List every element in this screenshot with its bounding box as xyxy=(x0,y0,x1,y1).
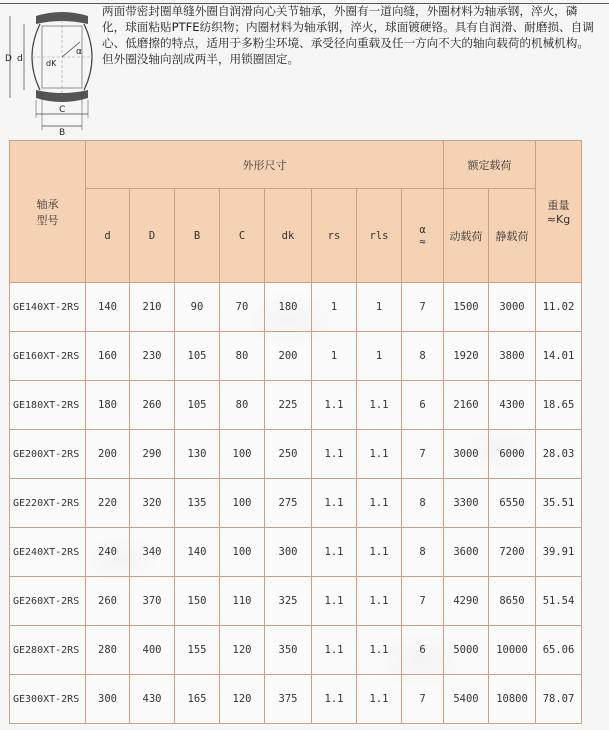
cell-rs: 1.1 xyxy=(312,381,357,430)
cell-stat: 6000 xyxy=(489,430,536,479)
cell-C: 100 xyxy=(220,479,265,528)
cell-d: 280 xyxy=(86,626,130,675)
cell-B: 155 xyxy=(175,626,220,675)
cell-rs: 1.1 xyxy=(312,479,357,528)
table-row xyxy=(10,528,582,577)
cell-d: 140 xyxy=(86,283,130,332)
cell-dyn: 2160 xyxy=(444,381,489,430)
table-row xyxy=(10,332,582,381)
cell-r1s: 1.1 xyxy=(357,675,402,724)
cell-stat: 4300 xyxy=(489,381,536,430)
cell-model: GE160XT-2RS xyxy=(10,332,86,381)
cell-dk: 375 xyxy=(265,675,312,724)
cell-rs: 1.1 xyxy=(312,577,357,626)
label-C: C xyxy=(59,105,66,115)
cell-alpha: 8 xyxy=(402,332,444,381)
cell-stat: 8650 xyxy=(489,577,536,626)
cell-rs: 1 xyxy=(312,283,357,332)
header-model: 轴承 型号 xyxy=(10,141,86,283)
cell-alpha: 7 xyxy=(402,430,444,479)
cell-C: 120 xyxy=(220,626,265,675)
cell-stat: 6550 xyxy=(489,479,536,528)
cell-D: 320 xyxy=(130,479,175,528)
cell-D: 210 xyxy=(130,283,175,332)
cell-r1s: 1.1 xyxy=(357,577,402,626)
cell-D: 340 xyxy=(130,528,175,577)
header-dk: dk xyxy=(265,189,312,283)
label-B: B xyxy=(59,128,66,138)
header-r1s: rls xyxy=(357,189,402,283)
header-dynamic-load: 动载荷 xyxy=(444,189,489,283)
cell-B: 90 xyxy=(175,283,220,332)
cell-rs: 1.1 xyxy=(312,626,357,675)
cell-B: 140 xyxy=(175,528,220,577)
label-D: D xyxy=(5,54,12,64)
header-d: d xyxy=(86,189,130,283)
cell-r1s: 1 xyxy=(357,332,402,381)
cell-weight: 51.54 xyxy=(536,577,582,626)
cell-B: 135 xyxy=(175,479,220,528)
cell-d: 260 xyxy=(86,577,130,626)
header-weight: 重量 ≈Kg xyxy=(536,141,582,283)
cell-r1s: 1.1 xyxy=(357,626,402,675)
bearing-diagram xyxy=(2,6,98,138)
cell-weight: 78.07 xyxy=(536,675,582,724)
cell-C: 110 xyxy=(220,577,265,626)
header-row-1 xyxy=(10,141,582,189)
cell-alpha: 7 xyxy=(402,675,444,724)
cell-weight: 35.51 xyxy=(536,479,582,528)
cell-weight: 18.65 xyxy=(536,381,582,430)
cell-d: 180 xyxy=(86,381,130,430)
cell-model: GE240XT-2RS xyxy=(10,528,86,577)
cell-B: 105 xyxy=(175,332,220,381)
cell-B: 105 xyxy=(175,381,220,430)
cell-rs: 1 xyxy=(312,332,357,381)
cell-rs: 1.1 xyxy=(312,675,357,724)
cell-B: 165 xyxy=(175,675,220,724)
cell-alpha: 7 xyxy=(402,577,444,626)
header-D: D xyxy=(130,189,175,283)
cell-weight: 28.03 xyxy=(536,430,582,479)
cell-dk: 180 xyxy=(265,283,312,332)
table-row xyxy=(10,577,582,626)
spec-table-body xyxy=(10,283,582,724)
cell-dyn: 3600 xyxy=(444,528,489,577)
cell-dk: 200 xyxy=(265,332,312,381)
cell-d: 240 xyxy=(86,528,130,577)
cell-stat: 3000 xyxy=(489,283,536,332)
cell-dk: 250 xyxy=(265,430,312,479)
cell-stat: 10800 xyxy=(489,675,536,724)
cell-dk: 350 xyxy=(265,626,312,675)
cell-dk: 325 xyxy=(265,577,312,626)
cell-r1s: 1.1 xyxy=(357,381,402,430)
cell-stat: 10000 xyxy=(489,626,536,675)
cell-model: GE280XT-2RS xyxy=(10,626,86,675)
cell-model: GE200XT-2RS xyxy=(10,430,86,479)
table-row xyxy=(10,283,582,332)
cell-stat: 7200 xyxy=(489,528,536,577)
cell-D: 370 xyxy=(130,577,175,626)
cell-d: 160 xyxy=(86,332,130,381)
table-row xyxy=(10,430,582,479)
header-row-2 xyxy=(10,189,582,283)
cell-rs: 1.1 xyxy=(312,430,357,479)
table-row xyxy=(10,479,582,528)
cell-B: 130 xyxy=(175,430,220,479)
cell-dyn: 3300 xyxy=(444,479,489,528)
cell-weight: 65.06 xyxy=(536,626,582,675)
cell-weight: 11.02 xyxy=(536,283,582,332)
cell-r1s: 1.1 xyxy=(357,430,402,479)
cell-model: GE260XT-2RS xyxy=(10,577,86,626)
cell-dyn: 3000 xyxy=(444,430,489,479)
cell-D: 430 xyxy=(130,675,175,724)
cell-alpha: 6 xyxy=(402,626,444,675)
header-rs: rs xyxy=(312,189,357,283)
cell-D: 290 xyxy=(130,430,175,479)
header-dimensions: 外形尺寸 xyxy=(86,141,444,189)
cell-weight: 14.01 xyxy=(536,332,582,381)
cell-C: 80 xyxy=(220,332,265,381)
cell-model: GE180XT-2RS xyxy=(10,381,86,430)
cell-d: 200 xyxy=(86,430,130,479)
table-row xyxy=(10,675,582,724)
cell-dk: 225 xyxy=(265,381,312,430)
cell-C: 70 xyxy=(220,283,265,332)
cell-stat: 3800 xyxy=(489,332,536,381)
table-row xyxy=(10,626,582,675)
cell-dyn: 4290 xyxy=(444,577,489,626)
table-row xyxy=(10,381,582,430)
label-d: d xyxy=(17,54,23,64)
cell-alpha: 8 xyxy=(402,528,444,577)
cell-B: 150 xyxy=(175,577,220,626)
header-C: C xyxy=(220,189,265,283)
cell-weight: 39.91 xyxy=(536,528,582,577)
cell-r1s: 1.1 xyxy=(357,479,402,528)
cell-D: 260 xyxy=(130,381,175,430)
header-static-load: 静载荷 xyxy=(489,189,536,283)
cell-C: 100 xyxy=(220,430,265,479)
cell-rs: 1.1 xyxy=(312,528,357,577)
header-B: B xyxy=(175,189,220,283)
cell-D: 230 xyxy=(130,332,175,381)
cell-r1s: 1.1 xyxy=(357,528,402,577)
cell-C: 80 xyxy=(220,381,265,430)
cell-model: GE220XT-2RS xyxy=(10,479,86,528)
header-alpha: α ≈ xyxy=(402,189,444,283)
cell-model: GE300XT-2RS xyxy=(10,675,86,724)
cell-d: 300 xyxy=(86,675,130,724)
cell-dyn: 1920 xyxy=(444,332,489,381)
product-description: 两面带密封圈单缝外圈自润滑向心关节轴承，外圈有一道向缝，外圈材料为轴承钢，淬火，磷化，球面粘贴PTFE纺织物；内圈材料为轴承钢，淬火，球面镀硬铬。具有自润滑、耐磨损、自调心、低磨擦的特点，适用于多粉尘环境、承受径向重载及任一方向不大的轴向载荷的机械机构。但外圈没轴向剖成两半，用锁圈固定。 xyxy=(102,4,594,66)
cell-dyn: 1500 xyxy=(444,283,489,332)
cell-dyn: 5400 xyxy=(444,675,489,724)
cell-dyn: 5000 xyxy=(444,626,489,675)
cell-alpha: 6 xyxy=(402,381,444,430)
cell-model: GE140XT-2RS xyxy=(10,283,86,332)
cell-r1s: 1 xyxy=(357,283,402,332)
label-dk: dK xyxy=(46,59,57,68)
label-alpha: α xyxy=(76,47,82,57)
header-rated-load: 额定载荷 xyxy=(444,141,536,189)
cell-alpha: 7 xyxy=(402,283,444,332)
cell-d: 220 xyxy=(86,479,130,528)
cell-dk: 275 xyxy=(265,479,312,528)
cell-alpha: 8 xyxy=(402,479,444,528)
cell-C: 100 xyxy=(220,528,265,577)
spec-table xyxy=(9,140,582,724)
cell-C: 120 xyxy=(220,675,265,724)
cell-D: 400 xyxy=(130,626,175,675)
cell-dk: 300 xyxy=(265,528,312,577)
